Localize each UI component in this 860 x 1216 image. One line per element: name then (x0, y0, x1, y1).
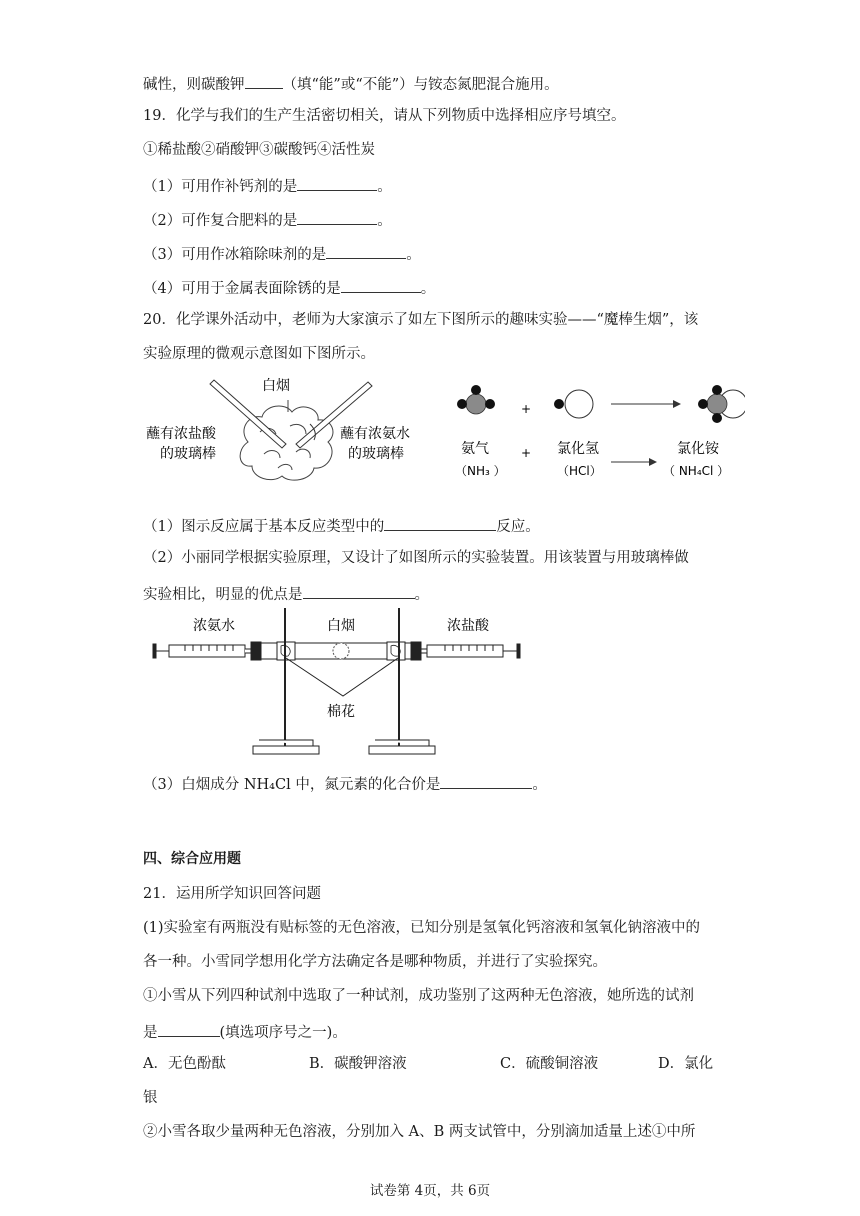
left-stopper (251, 642, 261, 660)
q20-sub1: （1）图示反应属于基本反应类型中的 反应。 (143, 514, 540, 537)
right-rod-label-2: 的玻璃棒 (348, 446, 404, 462)
nh4cl-name: 氯化铵 (677, 441, 719, 457)
hcl-molecule (554, 390, 593, 418)
nh4cl-molecule (698, 385, 745, 423)
cotton-label: 棉花 (327, 704, 355, 720)
right-stopper (411, 642, 421, 660)
q19-sub3: （3）可用作冰箱除味剂的是 。 (143, 242, 421, 265)
q19-options: ①稀盐酸②硝酸钾③碳酸钙④活性炭 (143, 142, 375, 158)
apparatus-figure (145, 608, 540, 758)
smoke-label: 白烟 (327, 618, 355, 634)
right-syringe-tip (421, 649, 427, 653)
answer-blank[interactable] (297, 174, 377, 191)
q21-part1-line1: (1)实验室有两瓶没有贴标签的无色溶液，已知分别是氢氧化钙溶液和氢氧化钠溶液中的 (143, 920, 701, 936)
q20-sub3: （3）白烟成分 NH₄Cl 中，氮元素的化合价是 。 (143, 772, 547, 795)
q21-part1-line2: 各一种。小雪同学想用化学方法确定各是哪种物质，并进行了实验探究。 (143, 954, 607, 970)
q21-sub1-line1: ①小雪从下列四种试剂中选取了一种试剂，成功鉴别了这两种无色溶液，她所选的试剂 (143, 988, 694, 1004)
option-d: D．氯化 (658, 1056, 714, 1072)
arrow-head (649, 458, 657, 466)
right-plunger-end (517, 644, 520, 658)
arrow-head (673, 400, 681, 408)
q19-sub2: （2）可作复合肥料的是 。 (143, 208, 392, 231)
nh4cl-formula: （ NH₄Cl ） (663, 464, 730, 478)
right-stand-base (369, 740, 435, 754)
q21-sub2-line1: ②小雪各取少量两种无色溶液，分别加入 A、B 两支试管中，分别滴加适量上述①中所 (143, 1124, 696, 1140)
left-rod-label-1: 蘸有浓盐酸 (146, 426, 216, 442)
answer-blank[interactable] (440, 772, 532, 789)
nh3-molecule (457, 385, 495, 414)
left-syringe-barrel (169, 645, 245, 657)
q19-sub1: （1）可用作补钙剂的是 。 (143, 174, 392, 197)
q20-sub2-line1: （2）小丽同学根据实验原理，又设计了如图所示的实验装置。用该装置与用玻璃棒做 (143, 550, 689, 566)
left-plunger-end (153, 644, 156, 658)
answer-blank[interactable] (297, 208, 377, 225)
hcl-name: 氯化氢 (557, 441, 599, 457)
hcl-formula: （HCl） (557, 464, 602, 478)
magic-smoke-figure (140, 372, 440, 497)
smoke-spot (333, 643, 349, 659)
line-q18-end: 碱性，则碳酸钾 （填“能”或“不能”）与铵态氮肥混合施用。 (143, 72, 559, 95)
smoke-label: 白烟 (262, 378, 290, 394)
option-c: C．硫酸铜溶液 (500, 1056, 599, 1072)
q19-sub4: （4）可用于金属表面除锈的是 。 (143, 276, 435, 299)
q21-sub1-line2: 是 (填选项序号之一)。 (143, 1020, 347, 1043)
section-heading: 四、综合应用题 (143, 851, 241, 867)
micro-reaction-figure (445, 385, 745, 490)
option-d-wrap: 银 (143, 1090, 158, 1106)
option-b: B．碳酸钾溶液 (309, 1056, 407, 1072)
question-19: 19．化学与我们的生产生活密切相关，请从下列物质中选择相应序号填空。 (143, 108, 626, 124)
left-rod-label-2: 的玻璃棒 (160, 446, 216, 462)
question-21: 21．运用所学知识回答问题 (143, 886, 321, 902)
left-syringe-tip (245, 649, 251, 653)
answer-blank[interactable] (384, 514, 496, 531)
plus-sign: + (521, 402, 532, 416)
answer-blank[interactable] (245, 72, 283, 89)
right-syringe-barrel (427, 645, 503, 657)
answer-blank[interactable] (158, 1020, 220, 1037)
ammonia-label: 浓氨水 (193, 618, 235, 634)
answer-blank[interactable] (303, 582, 415, 599)
hcl-label: 浓盐酸 (447, 618, 489, 634)
plus-sign: + (521, 446, 532, 460)
q20-sub2-line2: 实验相比，明显的优点是 。 (143, 582, 429, 605)
right-rod-label-1: 蘸有浓氨水 (340, 426, 410, 442)
answer-blank[interactable] (341, 276, 421, 293)
question-20-line1: 20．化学课外活动中，老师为大家演示了如左下图所示的趣味实验——“魔棒生烟”，该 (143, 312, 699, 328)
cotton-pointer-lines (286, 658, 398, 696)
nh3-name: 氨气 (461, 441, 489, 457)
left-stand-base (253, 740, 319, 754)
answer-blank[interactable] (326, 242, 406, 259)
page-footer: 试卷第 4页，共 6页 (369, 1183, 491, 1199)
nh3-formula: （NH₃ ） (455, 464, 506, 478)
option-a: A．无色酚酞 (143, 1056, 226, 1072)
question-20-line2: 实验原理的微观示意图如下图所示。 (143, 346, 375, 362)
